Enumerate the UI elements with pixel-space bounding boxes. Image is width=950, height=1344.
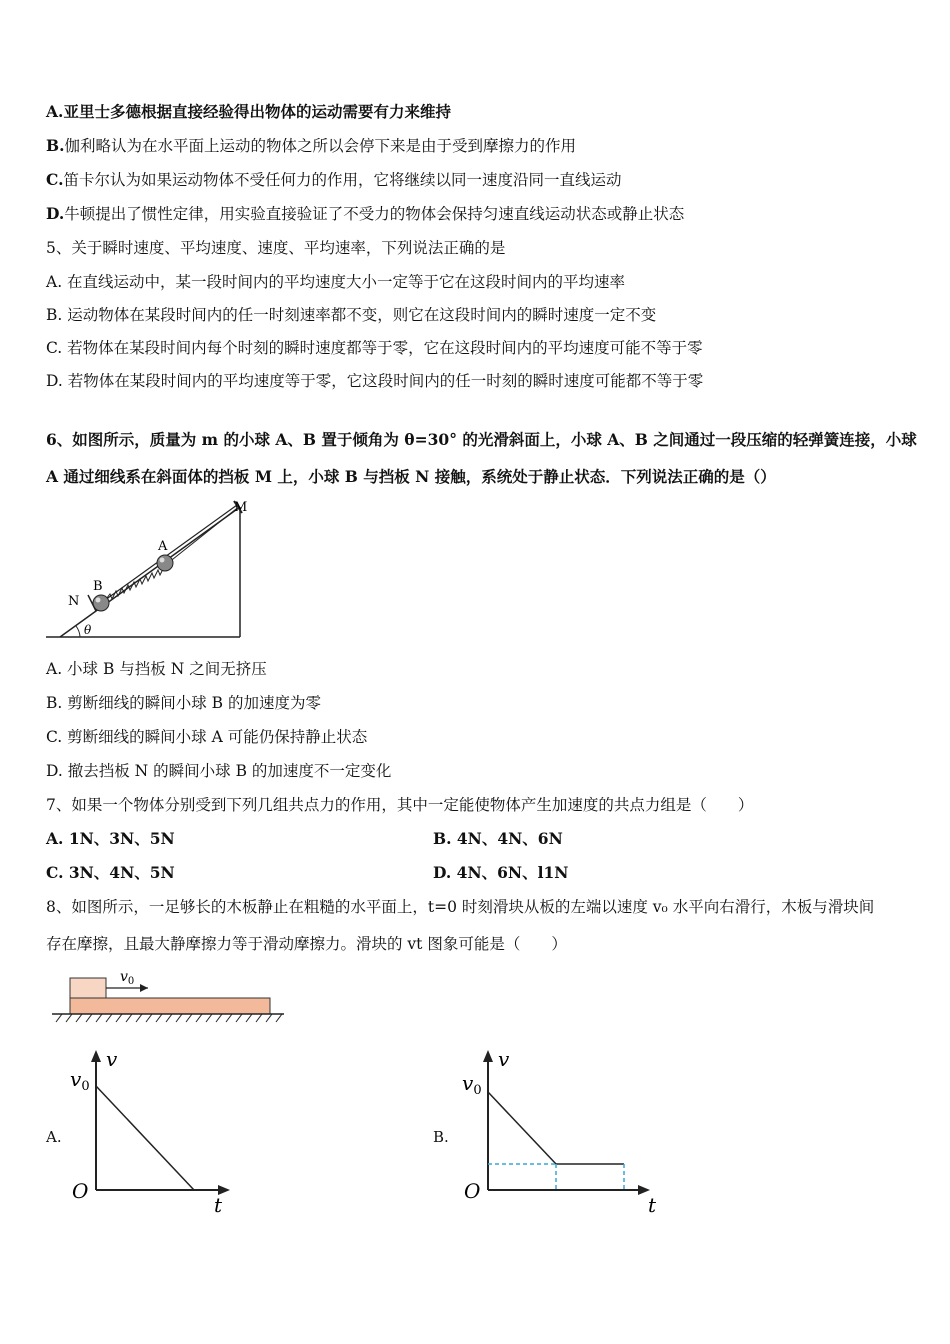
setup-v0-label: $v_0$ xyxy=(120,969,135,987)
graph-b-v0-label: $v_0$ xyxy=(462,1071,482,1098)
q6-option-b: B. 剪断细线的瞬间小球 B 的加速度为零 xyxy=(46,694,321,712)
graph-a-v-label: v xyxy=(106,1047,118,1071)
graph-b-option: B. xyxy=(433,1128,449,1146)
graph-b-decel-line xyxy=(488,1092,556,1164)
q7-option-a: A. 1N、3N、5N xyxy=(46,829,175,848)
graph-a-origin: O xyxy=(72,1179,89,1203)
label-theta: θ xyxy=(84,623,92,637)
graph-a-line xyxy=(96,1086,194,1190)
q6-stem-line2: A 通过细线系在斜面体的挡板 M 上，小球 B 与挡板 N 接触，系统处于静止状态．下列说法正确的是（） xyxy=(46,467,776,486)
ball-a xyxy=(157,555,173,571)
q7-option-b: B. 4N、4N、6N xyxy=(433,829,563,848)
q4-option-b: B.伽利略认为在水平面上运动的物体之所以会停下来是由于受到摩擦力的作用 xyxy=(46,136,577,155)
q5-option-c: C. 若物体在某段时间内每个时刻的瞬时速度都等于零，它在这段时间内的平均速度可能不等于零 xyxy=(46,339,703,357)
q4-option-c: C.笛卡尔认为如果运动物体不受任何力的作用，它将继续以同一速度沿同一直线运动 xyxy=(46,170,622,189)
q7-option-c: C. 3N、4N、5N xyxy=(46,863,175,882)
q8-stem-line1: 8、如图所示，一足够长的木板静止在粗糙的水平面上，t=0 时刻滑块从板的左端以速度 v₀ 水平向右滑行，木板与滑块间 xyxy=(46,898,875,916)
graph-a xyxy=(66,1046,246,1218)
q4-option-a: A.亚里士多德根据直接经验得出物体的运动需要有力来维持 xyxy=(46,102,451,121)
q6-option-c: C. 剪断细线的瞬间小球 A 可能仍保持静止状态 xyxy=(46,728,368,746)
label-b: B xyxy=(93,579,103,594)
q6-option-a: A. 小球 B 与挡板 N 之间无挤压 xyxy=(46,660,267,678)
graph-b xyxy=(458,1046,658,1218)
q7-stem: 7、如果一个物体分别受到下列几组共点力的作用，其中一定能使物体产生加速度的共点力组是（ ） xyxy=(46,796,754,814)
incline-figure xyxy=(44,495,264,645)
label-n: N xyxy=(68,594,80,609)
board xyxy=(70,998,270,1014)
board-block-figure xyxy=(50,964,290,1028)
label-a: A xyxy=(158,539,168,554)
graph-b-t-label: t xyxy=(648,1193,657,1217)
q4-option-d: D.牛顿提出了惯性定律，用实验直接验证了不受力的物体会保持匀速直线运动状态或静止状态 xyxy=(46,204,685,223)
label-m: M xyxy=(234,500,248,515)
q5-stem: 5、关于瞬时速度、平均速度、速度、平均速率，下列说法正确的是 xyxy=(46,239,506,257)
graph-a-v0-label: $v_0$ xyxy=(70,1067,90,1094)
q6-option-d: D. 撤去挡板 N 的瞬间小球 B 的加速度不一定变化 xyxy=(46,762,392,780)
block xyxy=(70,978,106,998)
q7-option-d: D. 4N、6N、l1N xyxy=(433,863,569,882)
q8-stem-line2: 存在摩擦，且最大静摩擦力等于滑动摩擦力。滑块的 vt 图象可能是（ ） xyxy=(46,935,567,953)
graph-b-v-label: v xyxy=(498,1047,510,1071)
q5-option-a: A. 在直线运动中，某一段时间内的平均速度大小一定等于它在这段时间内的平均速率 xyxy=(46,273,626,291)
graph-b-origin: O xyxy=(464,1179,481,1203)
q5-option-b: B. 运动物体在某段时间内的任一时刻速率都不变，则它在这段时间内的瞬时速度一定不变 xyxy=(46,306,657,324)
graph-a-t-label: t xyxy=(214,1193,223,1217)
graph-a-option: A. xyxy=(46,1128,62,1146)
q6-stem-line1: 6、如图所示，质量为 m 的小球 A、B 置于倾角为 θ=30° 的光滑斜面上，小球 A、B 之间通过一段压缩的轻弹簧连接，小球 xyxy=(46,430,917,449)
q5-option-d: D. 若物体在某段时间内的平均速度等于零，它这段时间内的任一时刻的瞬时速度可能都不等于零 xyxy=(46,372,704,390)
